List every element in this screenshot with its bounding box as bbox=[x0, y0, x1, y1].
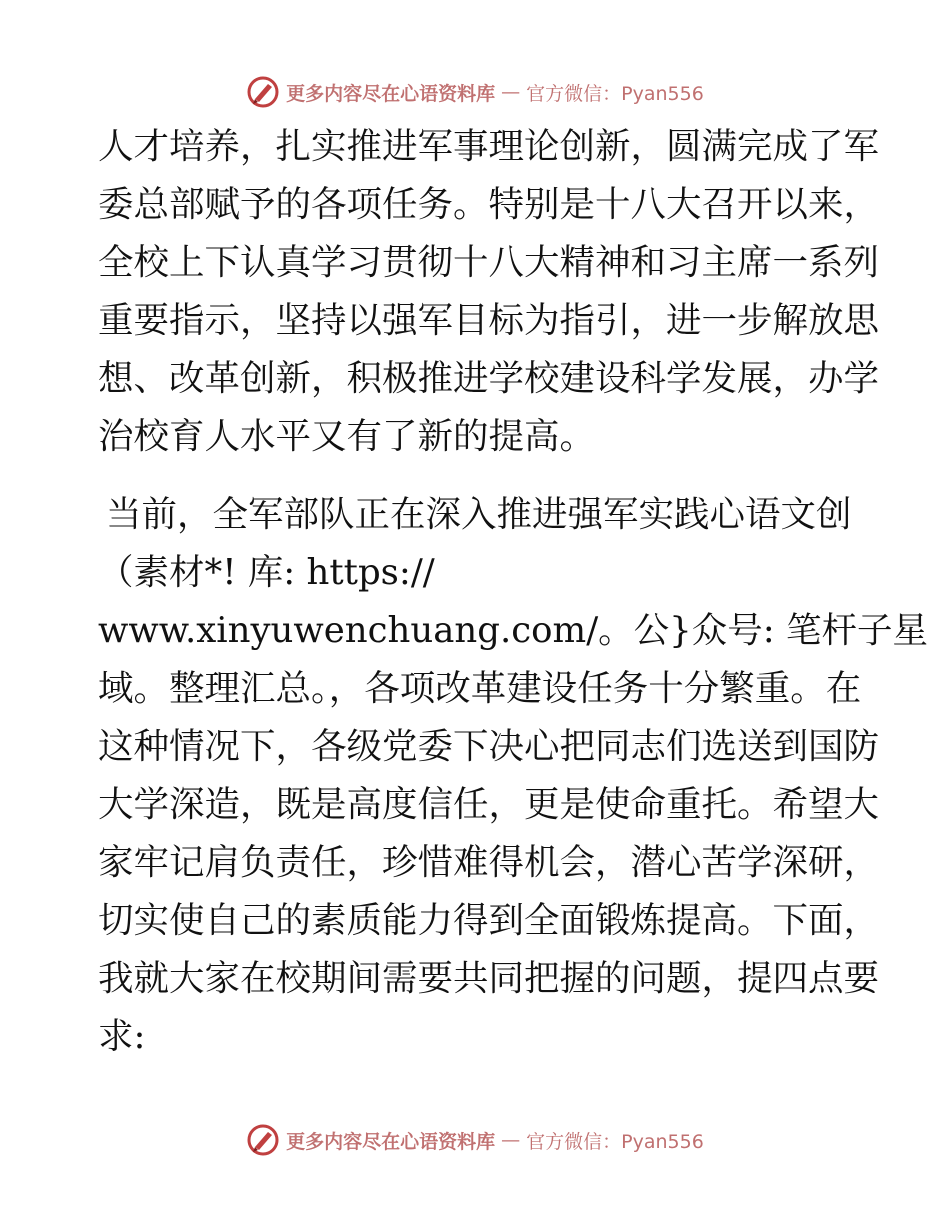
text-line: 大学深造，既是高度信任，更是使命重托。希望大 bbox=[98, 784, 880, 825]
watermark-title: 更多内容尽在心语资料库 bbox=[286, 82, 496, 105]
text-line: 人才培养，扎实推进军事理论创新，圆满完成了军 bbox=[98, 126, 880, 167]
text-line: 我就大家在校期间需要共同把握的问题，提四点要 bbox=[98, 958, 880, 999]
text-line: 求: bbox=[98, 1016, 146, 1057]
paragraph-1 bbox=[98, 118, 880, 466]
text-line: 域。整理汇总。，各项改革建设任务十分繁重。在 bbox=[98, 668, 862, 709]
pen-logo-icon bbox=[246, 75, 280, 109]
text-line: 家牢记肩负责任，珍惜难得机会，潜心苦学深研， bbox=[98, 842, 880, 883]
watermark-subtitle: 官方微信：Pyan556 bbox=[526, 82, 704, 105]
text-line: 当前，全军部队正在深入推进强军实践心语文创 bbox=[106, 494, 852, 535]
header-watermark bbox=[0, 72, 950, 112]
pen-logo-icon bbox=[246, 1123, 280, 1157]
text-line: （素材*! 库: https:// bbox=[98, 552, 435, 593]
text-line: 全校上下认真学习贯彻十八大精神和习主席一系列 bbox=[98, 242, 880, 283]
text-line: 治校育人水平又有了新的提高。 bbox=[98, 416, 596, 457]
watermark-dash: — bbox=[501, 81, 521, 103]
text-line: www.xinyuwenchuang.com/。公}众号: 笔杆子星 bbox=[98, 610, 929, 651]
text-line: 委总部赋予的各项任务。特别是十八大召开以来， bbox=[98, 184, 880, 225]
footer-watermark bbox=[0, 1120, 950, 1160]
watermark-title: 更多内容尽在心语资料库 bbox=[286, 1130, 496, 1153]
watermark-subtitle: 官方微信：Pyan556 bbox=[526, 1130, 704, 1153]
text-line: 重要指示，坚持以强军目标为指引，进一步解放思 bbox=[98, 300, 880, 341]
watermark-dash: — bbox=[501, 1129, 521, 1151]
text-line: 这种情况下，各级党委下决心把同志们选送到国防 bbox=[98, 726, 880, 767]
text-line: 想、改革创新，积极推进学校建设科学发展，办学 bbox=[98, 358, 880, 399]
text-line: 切实使自己的素质能力得到全面锻炼提高。下面， bbox=[98, 900, 880, 941]
paragraph-2 bbox=[98, 486, 929, 1066]
